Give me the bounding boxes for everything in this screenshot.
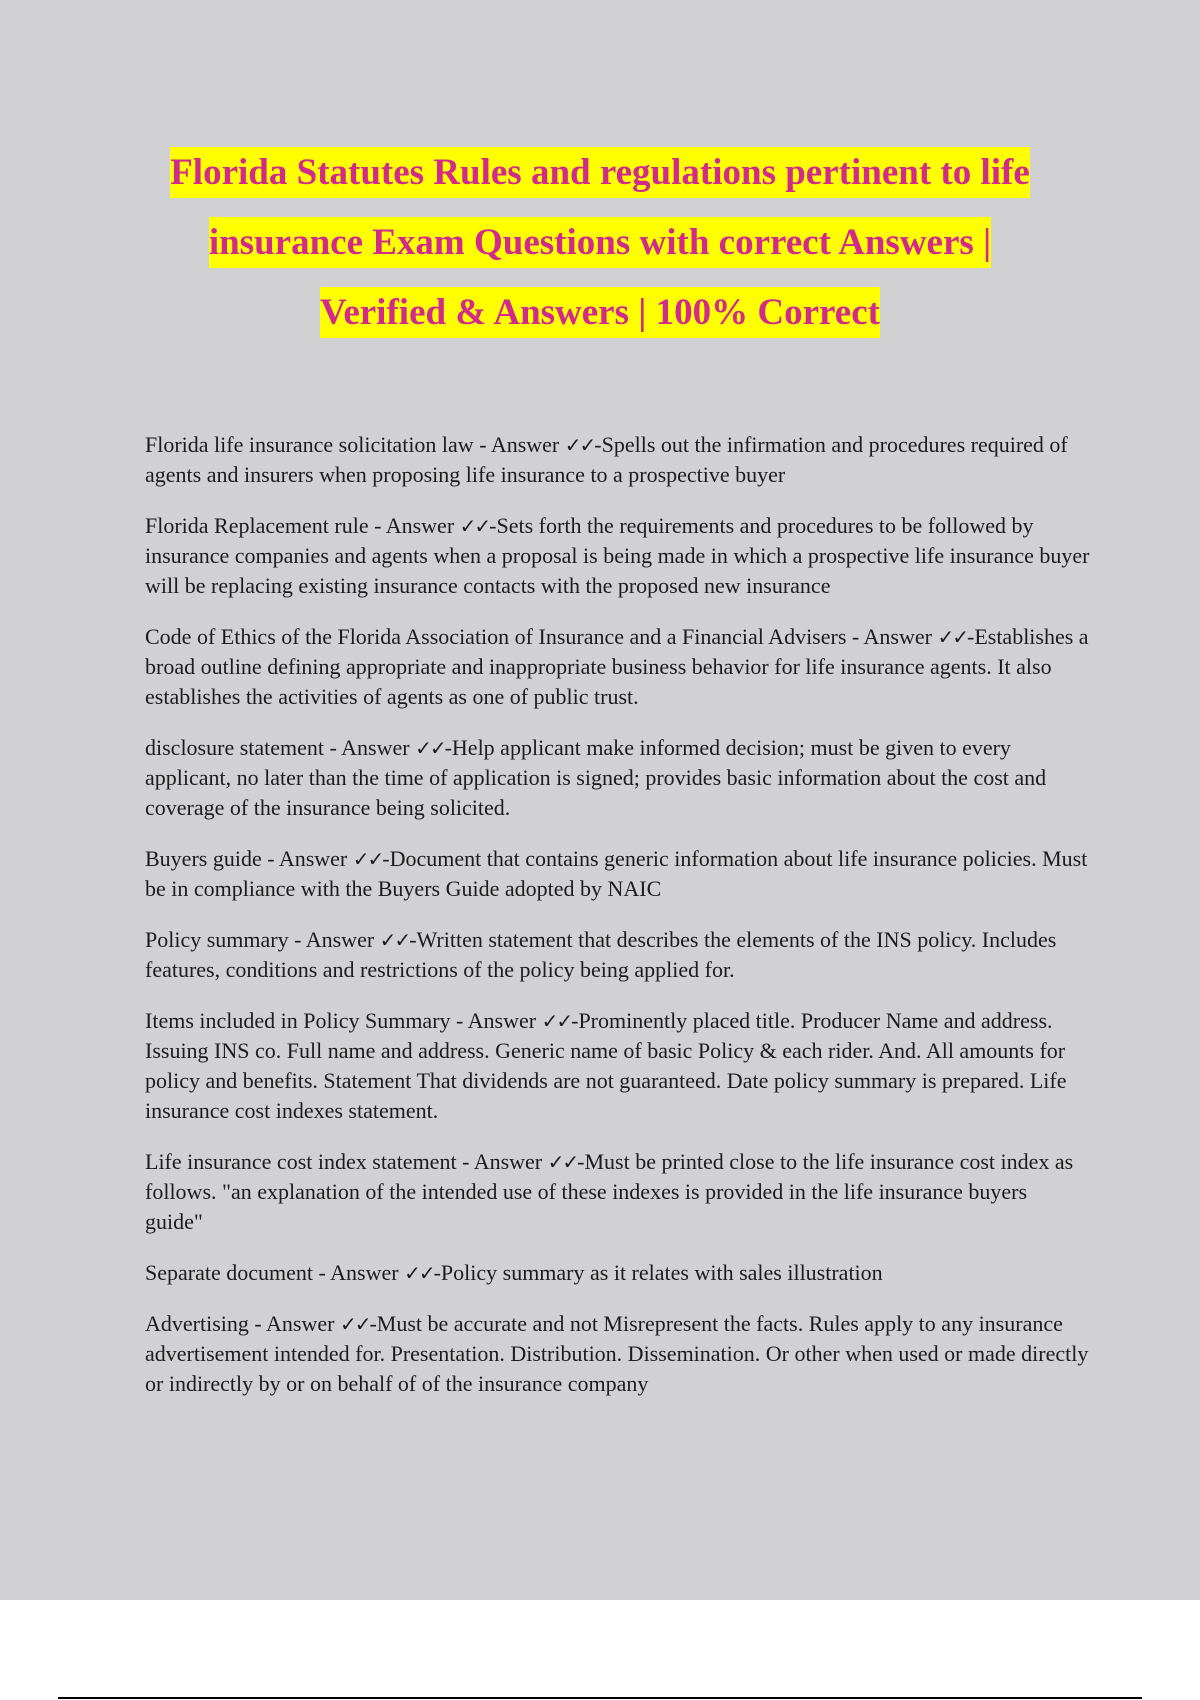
qa-item: Buyers guide - Answer ✓✓-Document that contains generic information about life insurance policies. Must be in compliance with the Buyers Guide adopted by NAIC xyxy=(145,846,1088,901)
document-title xyxy=(100,138,1100,348)
qa-definition: Written statement that describes the elements of the INS policy. Includes features, conditions and restrictions of the policy being applied for. xyxy=(145,927,1057,982)
double-check-icon: ✓✓ xyxy=(415,736,445,760)
answer-label: Answer xyxy=(385,513,455,538)
qa-definition: Document that contains generic information about life insurance policies. Must be in compliance with the Buyers Guide adopted by NAIC xyxy=(145,846,1088,901)
qa-term: Code of Ethics of the Florida Association of Insurance and a Financial Advisers xyxy=(145,624,847,649)
qa-item: Items included in Policy Summary - Answer ✓✓-Prominently placed title. Producer Name and address. Issuing INS co. Full name and address. Generic name of basic Policy & each rider. And. All amounts for policy and benefits. Statement That dividends are not guaranteed. Date policy summary is prepared. Life insurance cost indexes statement. xyxy=(145,1008,1067,1123)
qa-item: Advertising - Answer ✓✓-Must be accurate and not Misrepresent the facts. Rules apply to any insurance advertisement intended for. Presentation. Distribution. Dissemination. Or other when used or made directly or indirectly by or on behalf of of the insurance company xyxy=(145,1311,1089,1396)
double-check-icon: ✓✓ xyxy=(339,1312,370,1336)
answer-label: Answer xyxy=(341,735,410,760)
answer-label: Answer xyxy=(305,927,375,952)
qa-term: Separate document xyxy=(145,1260,313,1285)
qa-definition: Help applicant make informed decision; must be given to every applicant, no later than the time of application is signed; provides basic information about the cost and coverage of the insurance being solicited. xyxy=(145,735,1047,820)
qa-term: Items included in Policy Summary xyxy=(145,1008,451,1033)
qa-term: Florida life insurance solicitation law xyxy=(145,432,474,457)
qa-definition: Establishes a broad outline defining appropriate and inappropriate business behavior for life insurance agents. It also establishes the activities of agents as one of public trust. xyxy=(145,624,1089,709)
qa-item: Policy summary - Answer ✓✓-Written statement that describes the elements of the INS policy. Includes features, conditions and restrictions of the policy being applied for. xyxy=(145,927,1057,982)
qa-definition: Prominently placed title. Producer Name and address. Issuing INS co. Full name and address. Generic name of basic Policy & each rider. And. All amounts for policy and benefits. Statement That dividends are not guaranteed. Date policy summary is prepared. Life insurance cost indexes statement. xyxy=(145,1008,1067,1123)
qa-item: Code of Ethics of the Florida Association of Insurance and a Financial Advisers - Answer ✓✓-Establishes a broad outline defining appropriate and inappropriate business behavior for life insurance agents. It also establishes the activities of agents as one of public trust. xyxy=(145,624,1089,709)
qa-definition: Policy summary as it relates with sales illustration xyxy=(440,1260,883,1285)
qa-term: Buyers guide xyxy=(145,846,262,871)
qa-term: Policy summary xyxy=(145,927,289,952)
qa-item: Florida life insurance solicitation law - Answer ✓✓-Spells out the infirmation and procedures required of agents and insurers when proposing life insurance to a prospective buyer xyxy=(145,432,1068,487)
double-check-icon: ✓✓ xyxy=(352,847,383,871)
double-check-icon: ✓✓ xyxy=(379,928,410,952)
qa-term: Florida Replacement rule xyxy=(145,513,369,538)
double-check-icon: ✓✓ xyxy=(541,1009,572,1033)
qa-definition: Must be accurate and not Misrepresent the facts. Rules apply to any insurance advertisement intended for. Presentation. Distribution. Dissemination. Or other when used or made directly or indirectly by or on behalf of of the insurance company xyxy=(145,1311,1089,1396)
title-line-3: Verified & Answers | 100% Correct xyxy=(320,278,880,348)
title-line-2: insurance Exam Questions with correct Answers | xyxy=(209,208,991,278)
qa-item: disclosure statement - Answer ✓✓-Help applicant make informed decision; must be given to every applicant, no later than the time of application is signed; provides basic information about the cost and coverage of the insurance being solicited. xyxy=(145,735,1047,820)
double-check-icon: ✓✓ xyxy=(564,433,595,457)
double-check-icon: ✓✓ xyxy=(547,1150,578,1174)
title-line-1: Florida Statutes Rules and regulations pertinent to life xyxy=(170,138,1030,208)
qa-term: Life insurance cost index statement xyxy=(145,1149,457,1174)
qa-term: disclosure statement xyxy=(145,735,325,760)
qa-definition: Sets forth the requirements and procedures to be followed by insurance companies and agents when a proposal is being made in which a prospective life insurance buyer will be replacing existing insurance contacts with the proposed new insurance xyxy=(145,513,1090,598)
qa-list xyxy=(145,430,1090,1420)
double-check-icon: ✓✓ xyxy=(459,514,490,538)
answer-label: Answer xyxy=(467,1008,537,1033)
answer-label: Answer xyxy=(473,1149,543,1174)
double-check-icon: ✓✓ xyxy=(937,625,967,649)
answer-label: Answer xyxy=(490,432,560,457)
answer-label: Answer xyxy=(863,624,932,649)
answer-label: Answer xyxy=(330,1260,399,1285)
footer-rule xyxy=(58,1697,1142,1699)
qa-item: Florida Replacement rule - Answer ✓✓-Sets forth the requirements and procedures to be followed by insurance companies and agents when a proposal is being made in which a prospective life insurance buyer will be replacing existing insurance contacts with the proposed new insurance xyxy=(145,513,1090,598)
qa-definition: Spells out the infirmation and procedures required of agents and insurers when proposing life insurance to a prospective buyer xyxy=(145,432,1068,487)
double-check-icon: ✓✓ xyxy=(404,1261,434,1285)
answer-label: Answer xyxy=(266,1311,335,1336)
answer-label: Answer xyxy=(278,846,348,871)
qa-term: Advertising xyxy=(145,1311,249,1336)
qa-definition: Must be printed close to the life insurance cost index as follows. "an explanation of the intended use of these indexes is provided in the life insurance buyers guide" xyxy=(145,1149,1074,1234)
qa-item: Separate document - Answer ✓✓-Policy summary as it relates with sales illustration xyxy=(145,1260,883,1285)
qa-item: Life insurance cost index statement - Answer ✓✓-Must be printed close to the life insurance cost index as follows. "an explanation of the intended use of these indexes is provided in the life insurance buyers guide" xyxy=(145,1149,1074,1234)
